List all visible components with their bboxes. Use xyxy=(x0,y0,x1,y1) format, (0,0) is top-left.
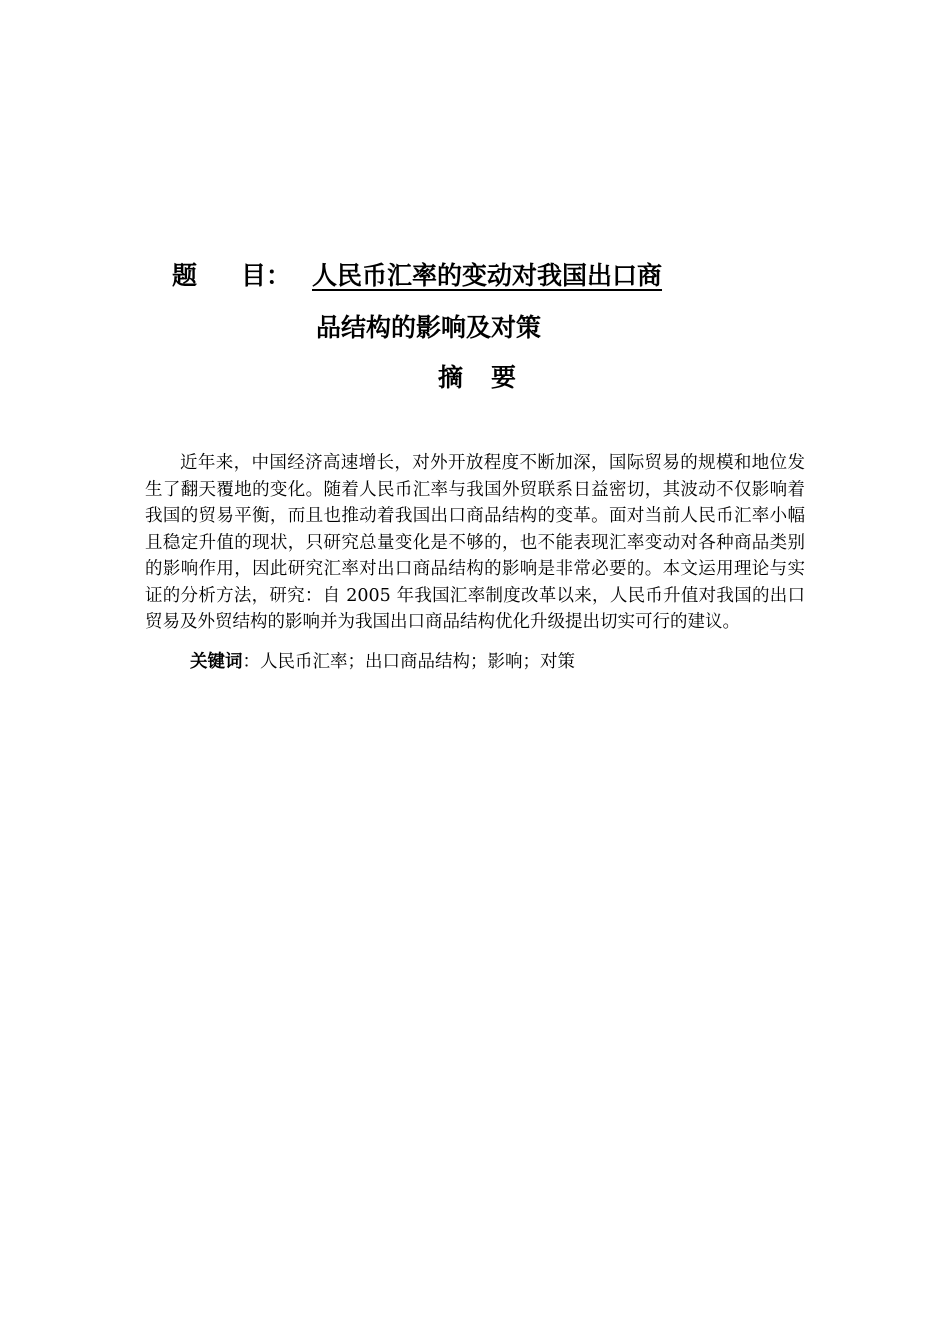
title-row xyxy=(172,256,812,296)
keywords-line xyxy=(190,649,810,676)
abstract-body: 近年来，中国经济高速增长，对外开放程度不断加深，国际贸易的规模和地位发生了翻天覆地的变化。随着人民币汇率与我国外贸联系日益密切，其波动不仅影响着我国的贸易平衡，而且也推动着我国出口商品结构的变革。面对当前人民币汇率小幅且稳定升值的现状，只研究总量变化是不够的，也不能表现汇率变动对各种商品类别的影响作用，因此研究汇率对出口商品结构的影响是非常必要的。本文运用理论与实证的分析方法，研究：自 2005 年我国汇率制度改革以来，人民币升值对我国的出口贸易及外贸结构的影响并为我国出口商品结构优化升级提出切实可行的建议。 xyxy=(145,453,805,632)
abstract-heading-char1: 摘 xyxy=(438,363,464,392)
keywords-text: 人民币汇率；出口商品结构；影响；对策 xyxy=(260,652,575,672)
abstract-heading xyxy=(438,358,516,398)
thesis-title-line1: 人民币汇率的变动对我国出口商 xyxy=(312,261,663,290)
keywords-label: 关键词 xyxy=(190,652,243,672)
keywords-separator: ： xyxy=(242,652,260,672)
title-label xyxy=(172,256,291,296)
thesis-title-line2: 品结构的影响及对策 xyxy=(316,313,542,342)
title-label-char2: 目： xyxy=(241,261,292,290)
abstract-heading-char2: 要 xyxy=(491,363,517,392)
title-label-char1: 题 xyxy=(172,261,198,290)
